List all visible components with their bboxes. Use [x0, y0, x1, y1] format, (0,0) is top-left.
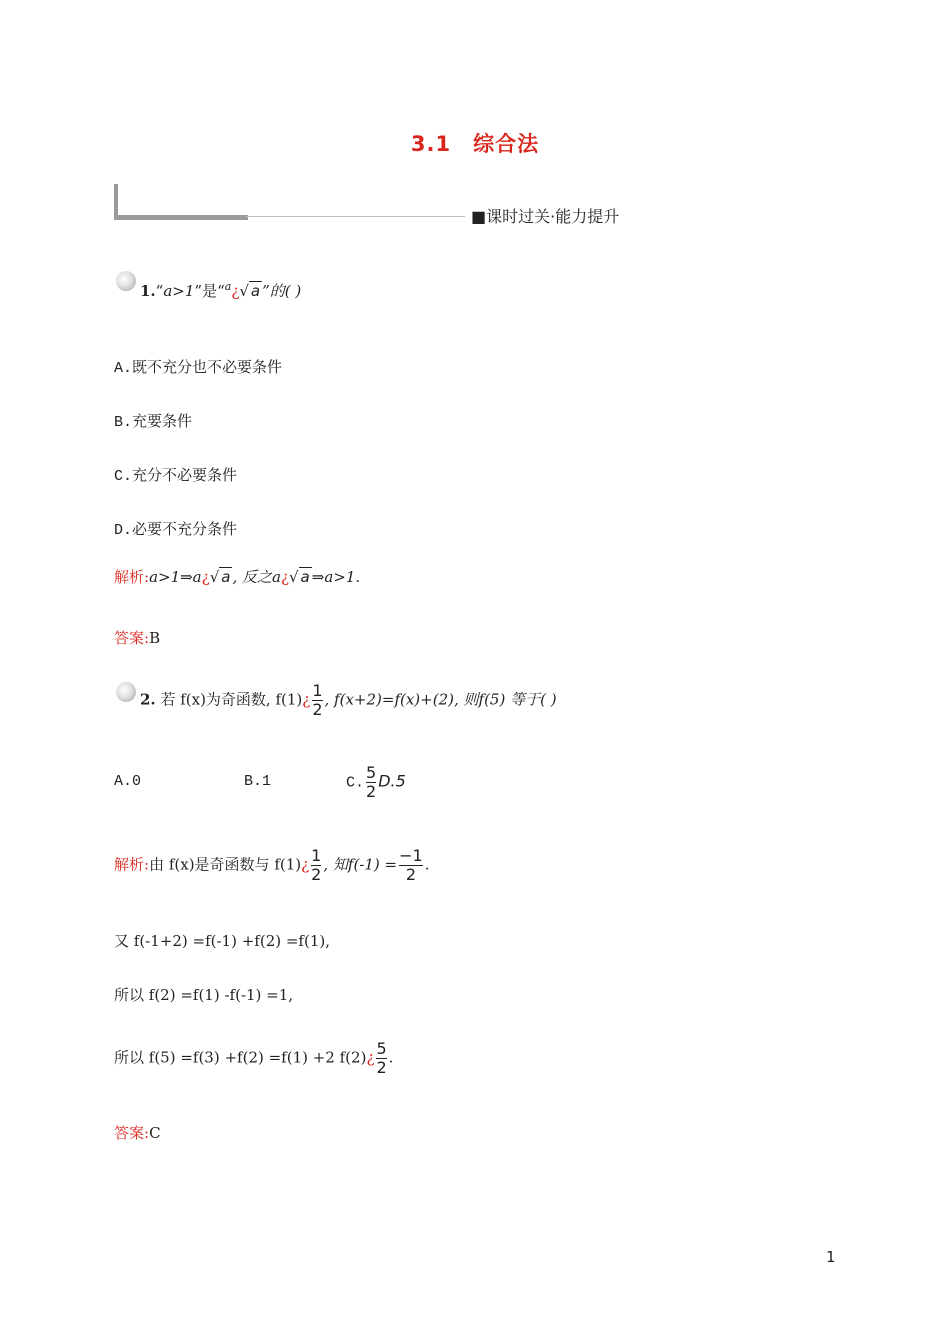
- q1-option-b: B.充要条件: [114, 414, 193, 431]
- q1-option-c: C.充分不必要条件: [114, 468, 238, 485]
- banner-thin-line: [246, 216, 465, 217]
- q2-answer: 答案:C: [114, 1124, 161, 1142]
- q2-option-c: C. $\frac{5}{2}$ D.5: [346, 763, 406, 801]
- q2-solution-line3: 所以 f(2) =f(1) -f(-1) =1,: [114, 986, 294, 1004]
- q2-stem: 2. 若 f(x)为奇函数, f(1)¿ $\frac{1}{2}$ , f(x+2)=f(x)+(2), 则f(5) 等于( ): [140, 681, 557, 719]
- banner-thick-bar: [114, 215, 248, 220]
- q2-number: 2.: [140, 690, 156, 709]
- q1-option-d: D.必要不充分条件: [114, 522, 238, 539]
- q2-option-a: A.0: [114, 773, 142, 790]
- q1-sqrt: √ a: [239, 282, 261, 300]
- q1-solution: 解析:a>1⇒a¿√ a , 反之a¿√ a ⇒a>1.: [114, 568, 361, 586]
- q2-solution-line2: 又 f(-1+2) =f(-1) +f(2) =f(1),: [114, 932, 330, 950]
- q1-bullet-icon: [116, 271, 136, 291]
- page-title: 3.1 综合法: [410, 132, 540, 156]
- q2-option-d: D.5: [378, 771, 406, 791]
- q2-bullet-icon: [116, 682, 136, 702]
- q1-answer: 答案:B: [114, 629, 161, 647]
- q1-number: 1.: [140, 282, 156, 300]
- q1-option-a: A.既不充分也不必要条件: [114, 360, 283, 377]
- banner-label: ■课时过关·能力提升: [471, 207, 620, 226]
- q2-solution-line4: 所以 f(5) =f(3) +f(2) =f(1) +2 f(2)¿ $\frac{5}{2}$ .: [114, 1039, 394, 1077]
- q1-stem: 1.“a>1”是“$^a$¿√ a ”的( ): [140, 280, 302, 300]
- q1-solution-label: 解析:: [114, 568, 150, 586]
- q2-option-b: B.1: [244, 773, 272, 790]
- q2-solution-line1: 解析:由 f(x)是奇函数与 f(1)¿ $\frac{1}{2}$ , 知f(-1) = $\frac{-1}{2}$ .: [114, 846, 430, 884]
- page-number: 1: [826, 1248, 836, 1266]
